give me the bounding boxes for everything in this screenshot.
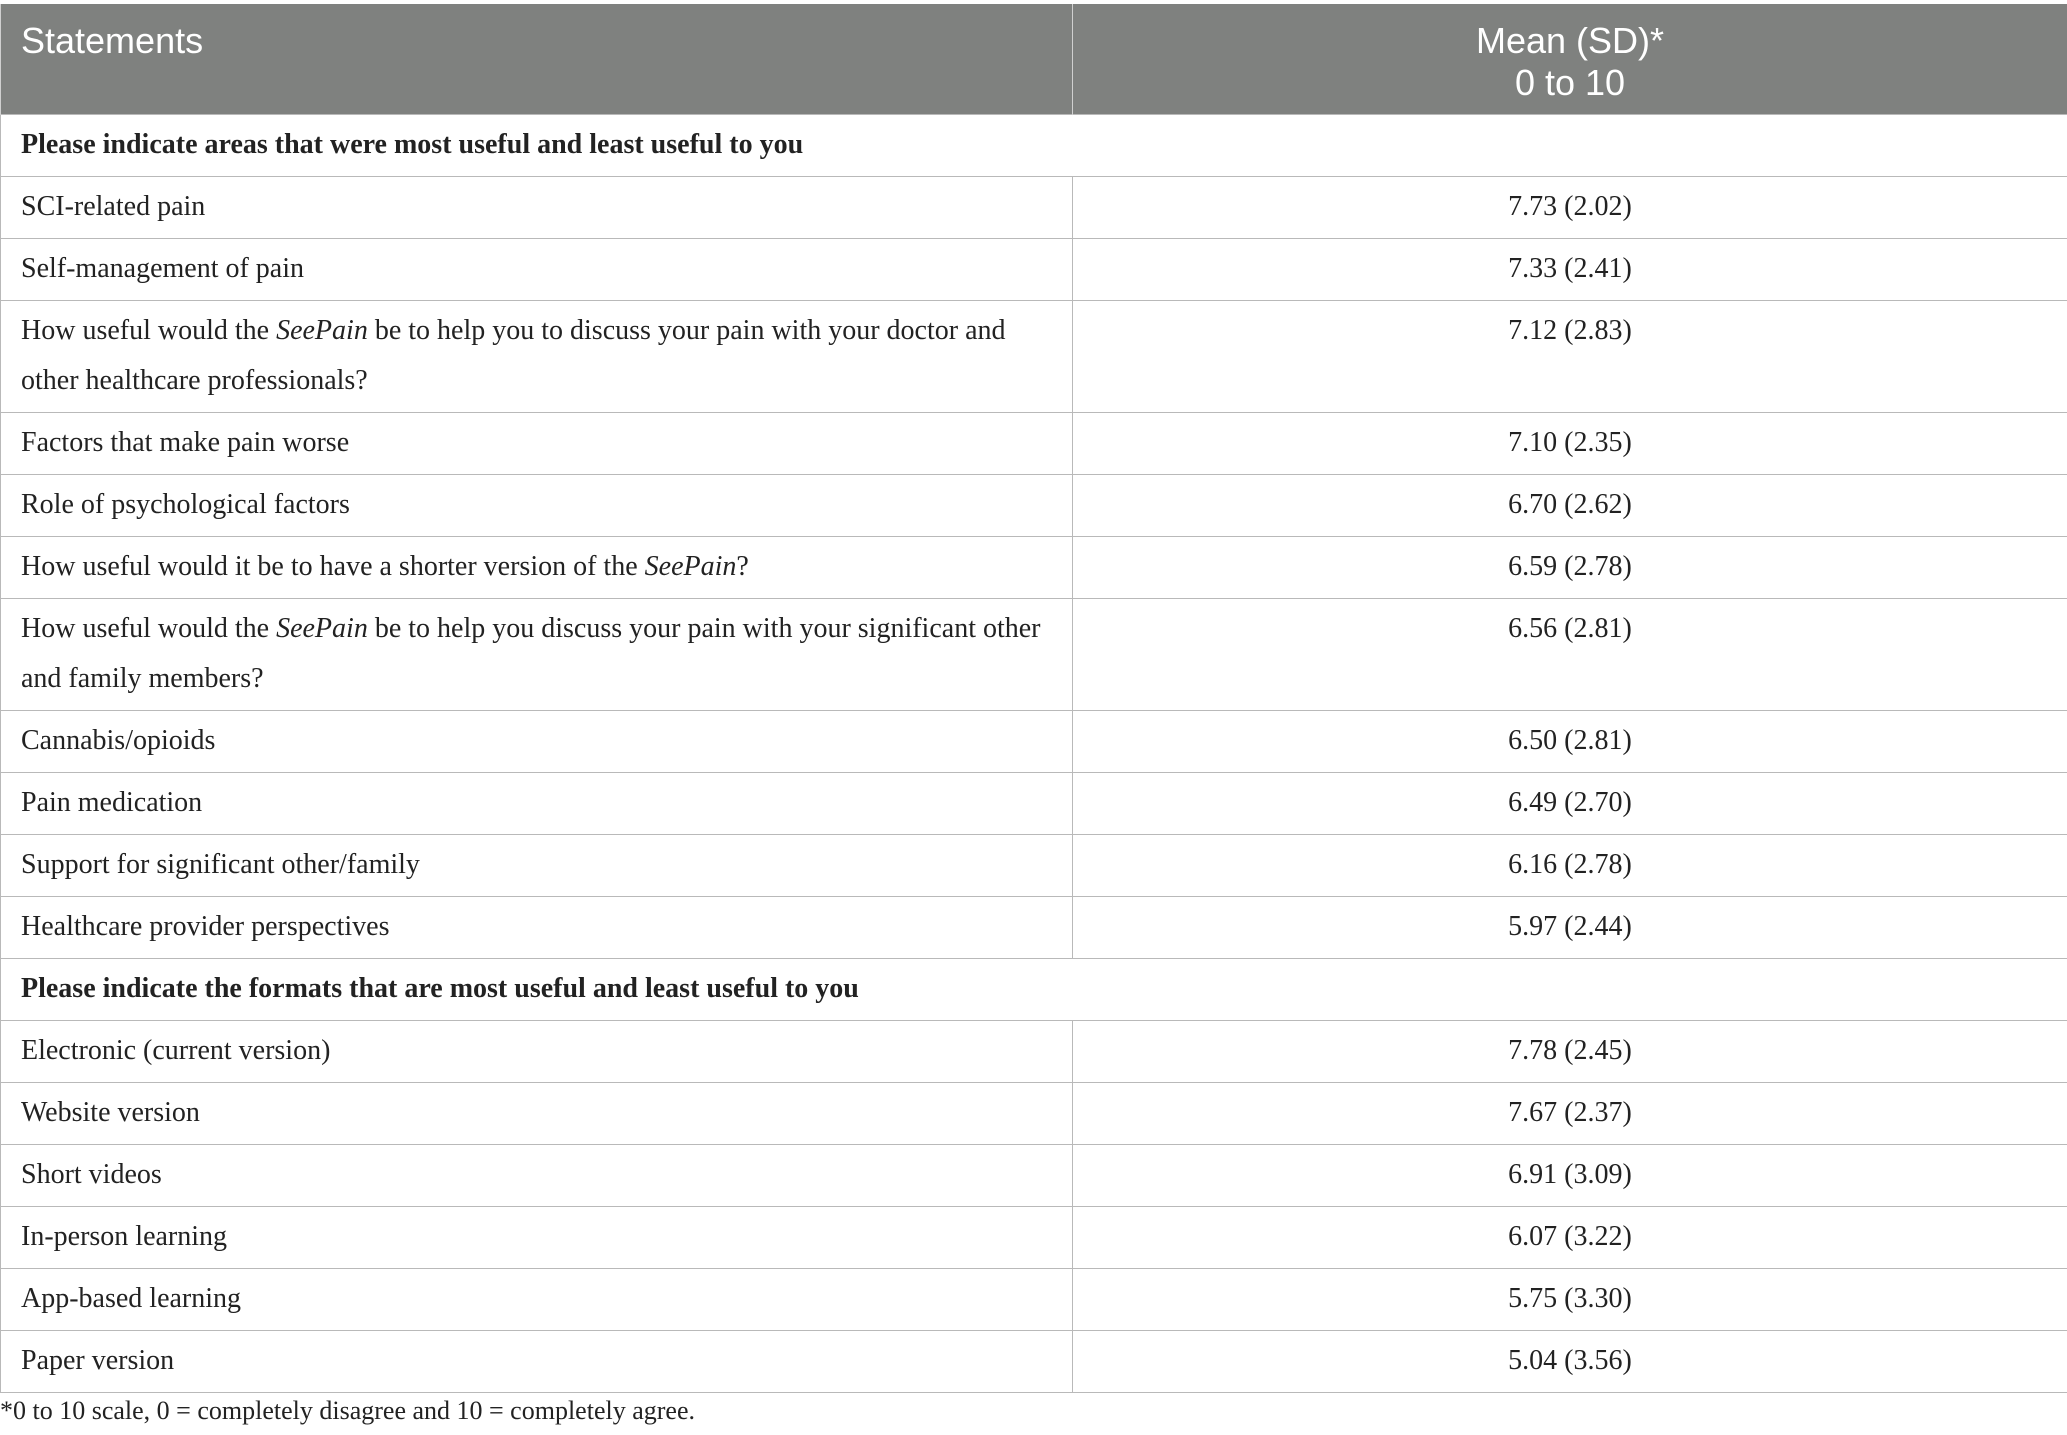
statement-cell bbox=[1, 238, 1073, 300]
statement-text: Role of psychological factors bbox=[21, 488, 350, 520]
header-mean-sd-label: Mean (SD)* bbox=[1475, 20, 1665, 61]
statement-text: Pain medication bbox=[21, 786, 203, 818]
table-row bbox=[1, 1206, 2067, 1268]
results-table bbox=[0, 4, 2067, 1393]
table-row bbox=[1, 1144, 2067, 1206]
statement-text: How useful would the bbox=[21, 612, 277, 644]
statement-cell bbox=[1, 536, 1073, 598]
statement-cell bbox=[1, 1330, 1073, 1392]
statement-cell bbox=[1, 598, 1073, 710]
table-row bbox=[1, 474, 2067, 536]
statement-cell bbox=[1, 1144, 1073, 1206]
statement-cell bbox=[1, 1268, 1073, 1330]
mean-sd-value: 6.70 (2.62) bbox=[1073, 474, 2067, 536]
statement-cell bbox=[1, 1082, 1073, 1144]
mean-sd-value: 7.33 (2.41) bbox=[1073, 238, 2067, 300]
statement-text: Paper version bbox=[21, 1344, 175, 1376]
statement-text: be to help you discuss your pain with your significant other and family members? bbox=[21, 612, 1041, 694]
table-row bbox=[1, 1020, 2067, 1082]
table-body bbox=[1, 114, 2067, 1392]
table-row bbox=[1, 710, 2067, 772]
statement-text: How useful would it be to have a shorter version of the bbox=[21, 550, 645, 582]
statement-cell bbox=[1, 896, 1073, 958]
statement-text: In-person learning bbox=[21, 1220, 228, 1252]
statement-text: Short videos bbox=[21, 1158, 162, 1190]
statement-text: Healthcare provider perspectives bbox=[21, 910, 390, 942]
table-row bbox=[1, 176, 2067, 238]
statement-cell bbox=[1, 772, 1073, 834]
mean-sd-value: 6.16 (2.78) bbox=[1073, 834, 2067, 896]
table-row bbox=[1, 412, 2067, 474]
statement-text: be to help you to discuss your pain with your doctor and other healthcare professionals? bbox=[21, 314, 1006, 396]
statement-cell bbox=[1, 1206, 1073, 1268]
statement-text: Factors that make pain worse bbox=[21, 426, 350, 458]
statement-text: ? bbox=[736, 550, 749, 582]
table-row bbox=[1, 598, 2067, 710]
statement-text-italic: SeePain bbox=[276, 314, 368, 346]
table-row bbox=[1, 536, 2067, 598]
table-row bbox=[1, 1330, 2067, 1392]
table-row bbox=[1, 834, 2067, 896]
table-footnote: *0 to 10 scale, 0 = completely disagree and 10 = completely agree. bbox=[0, 1396, 695, 1425]
statement-cell bbox=[1, 1020, 1073, 1082]
statement-text: Website version bbox=[21, 1096, 200, 1128]
statement-cell bbox=[1, 474, 1073, 536]
statement-cell bbox=[1, 176, 1073, 238]
statement-text: App-based learning bbox=[21, 1282, 242, 1314]
mean-sd-value: 7.78 (2.45) bbox=[1073, 1020, 2067, 1082]
header-row bbox=[1, 4, 2067, 114]
mean-sd-value: 6.07 (3.22) bbox=[1073, 1206, 2067, 1268]
statement-cell bbox=[1, 300, 1073, 412]
statement-text: How useful would the bbox=[21, 314, 277, 346]
statement-cell bbox=[1, 412, 1073, 474]
table-row bbox=[1, 772, 2067, 834]
statement-text-italic: SeePain bbox=[644, 550, 737, 582]
statement-cell bbox=[1, 710, 1073, 772]
mean-sd-value: 6.59 (2.78) bbox=[1073, 536, 2067, 598]
mean-sd-value: 5.04 (3.56) bbox=[1073, 1330, 2067, 1392]
statement-text: SCI-related pain bbox=[21, 190, 206, 222]
section-row bbox=[1, 114, 2067, 176]
table-row bbox=[1, 896, 2067, 958]
mean-sd-value: 5.97 (2.44) bbox=[1073, 896, 2067, 958]
mean-sd-value: 7.12 (2.83) bbox=[1073, 300, 2067, 412]
table-header bbox=[1, 4, 2067, 114]
table-row bbox=[1, 238, 2067, 300]
mean-sd-value: 7.67 (2.37) bbox=[1073, 1082, 2067, 1144]
section-title: Please indicate areas that were most useful and least useful to you bbox=[1, 114, 2067, 176]
statement-text: Electronic (current version) bbox=[21, 1034, 331, 1066]
statement-cell bbox=[1, 834, 1073, 896]
mean-sd-value: 6.56 (2.81) bbox=[1073, 598, 2067, 710]
table-row bbox=[1, 1268, 2067, 1330]
mean-sd-value: 6.91 (3.09) bbox=[1073, 1144, 2067, 1206]
statement-text: Cannabis/opioids bbox=[21, 724, 216, 756]
mean-sd-value: 5.75 (3.30) bbox=[1073, 1268, 2067, 1330]
header-statements: Statements bbox=[1, 4, 1073, 114]
header-mean-sd bbox=[1073, 4, 2067, 114]
statement-text-italic: SeePain bbox=[276, 612, 368, 644]
statement-text: Self-management of pain bbox=[21, 252, 305, 284]
table-row bbox=[1, 300, 2067, 412]
table-row bbox=[1, 1082, 2067, 1144]
statement-text: Support for significant other/family bbox=[21, 848, 420, 880]
mean-sd-value: 7.10 (2.35) bbox=[1073, 412, 2067, 474]
mean-sd-value: 6.49 (2.70) bbox=[1073, 772, 2067, 834]
results-table-container bbox=[0, 4, 2067, 1393]
mean-sd-value: 7.73 (2.02) bbox=[1073, 176, 2067, 238]
mean-sd-value: 6.50 (2.81) bbox=[1073, 710, 2067, 772]
header-scale-range: 0 to 10 bbox=[1514, 62, 1626, 103]
section-row bbox=[1, 958, 2067, 1020]
section-title: Please indicate the formats that are most useful and least useful to you bbox=[1, 958, 2067, 1020]
